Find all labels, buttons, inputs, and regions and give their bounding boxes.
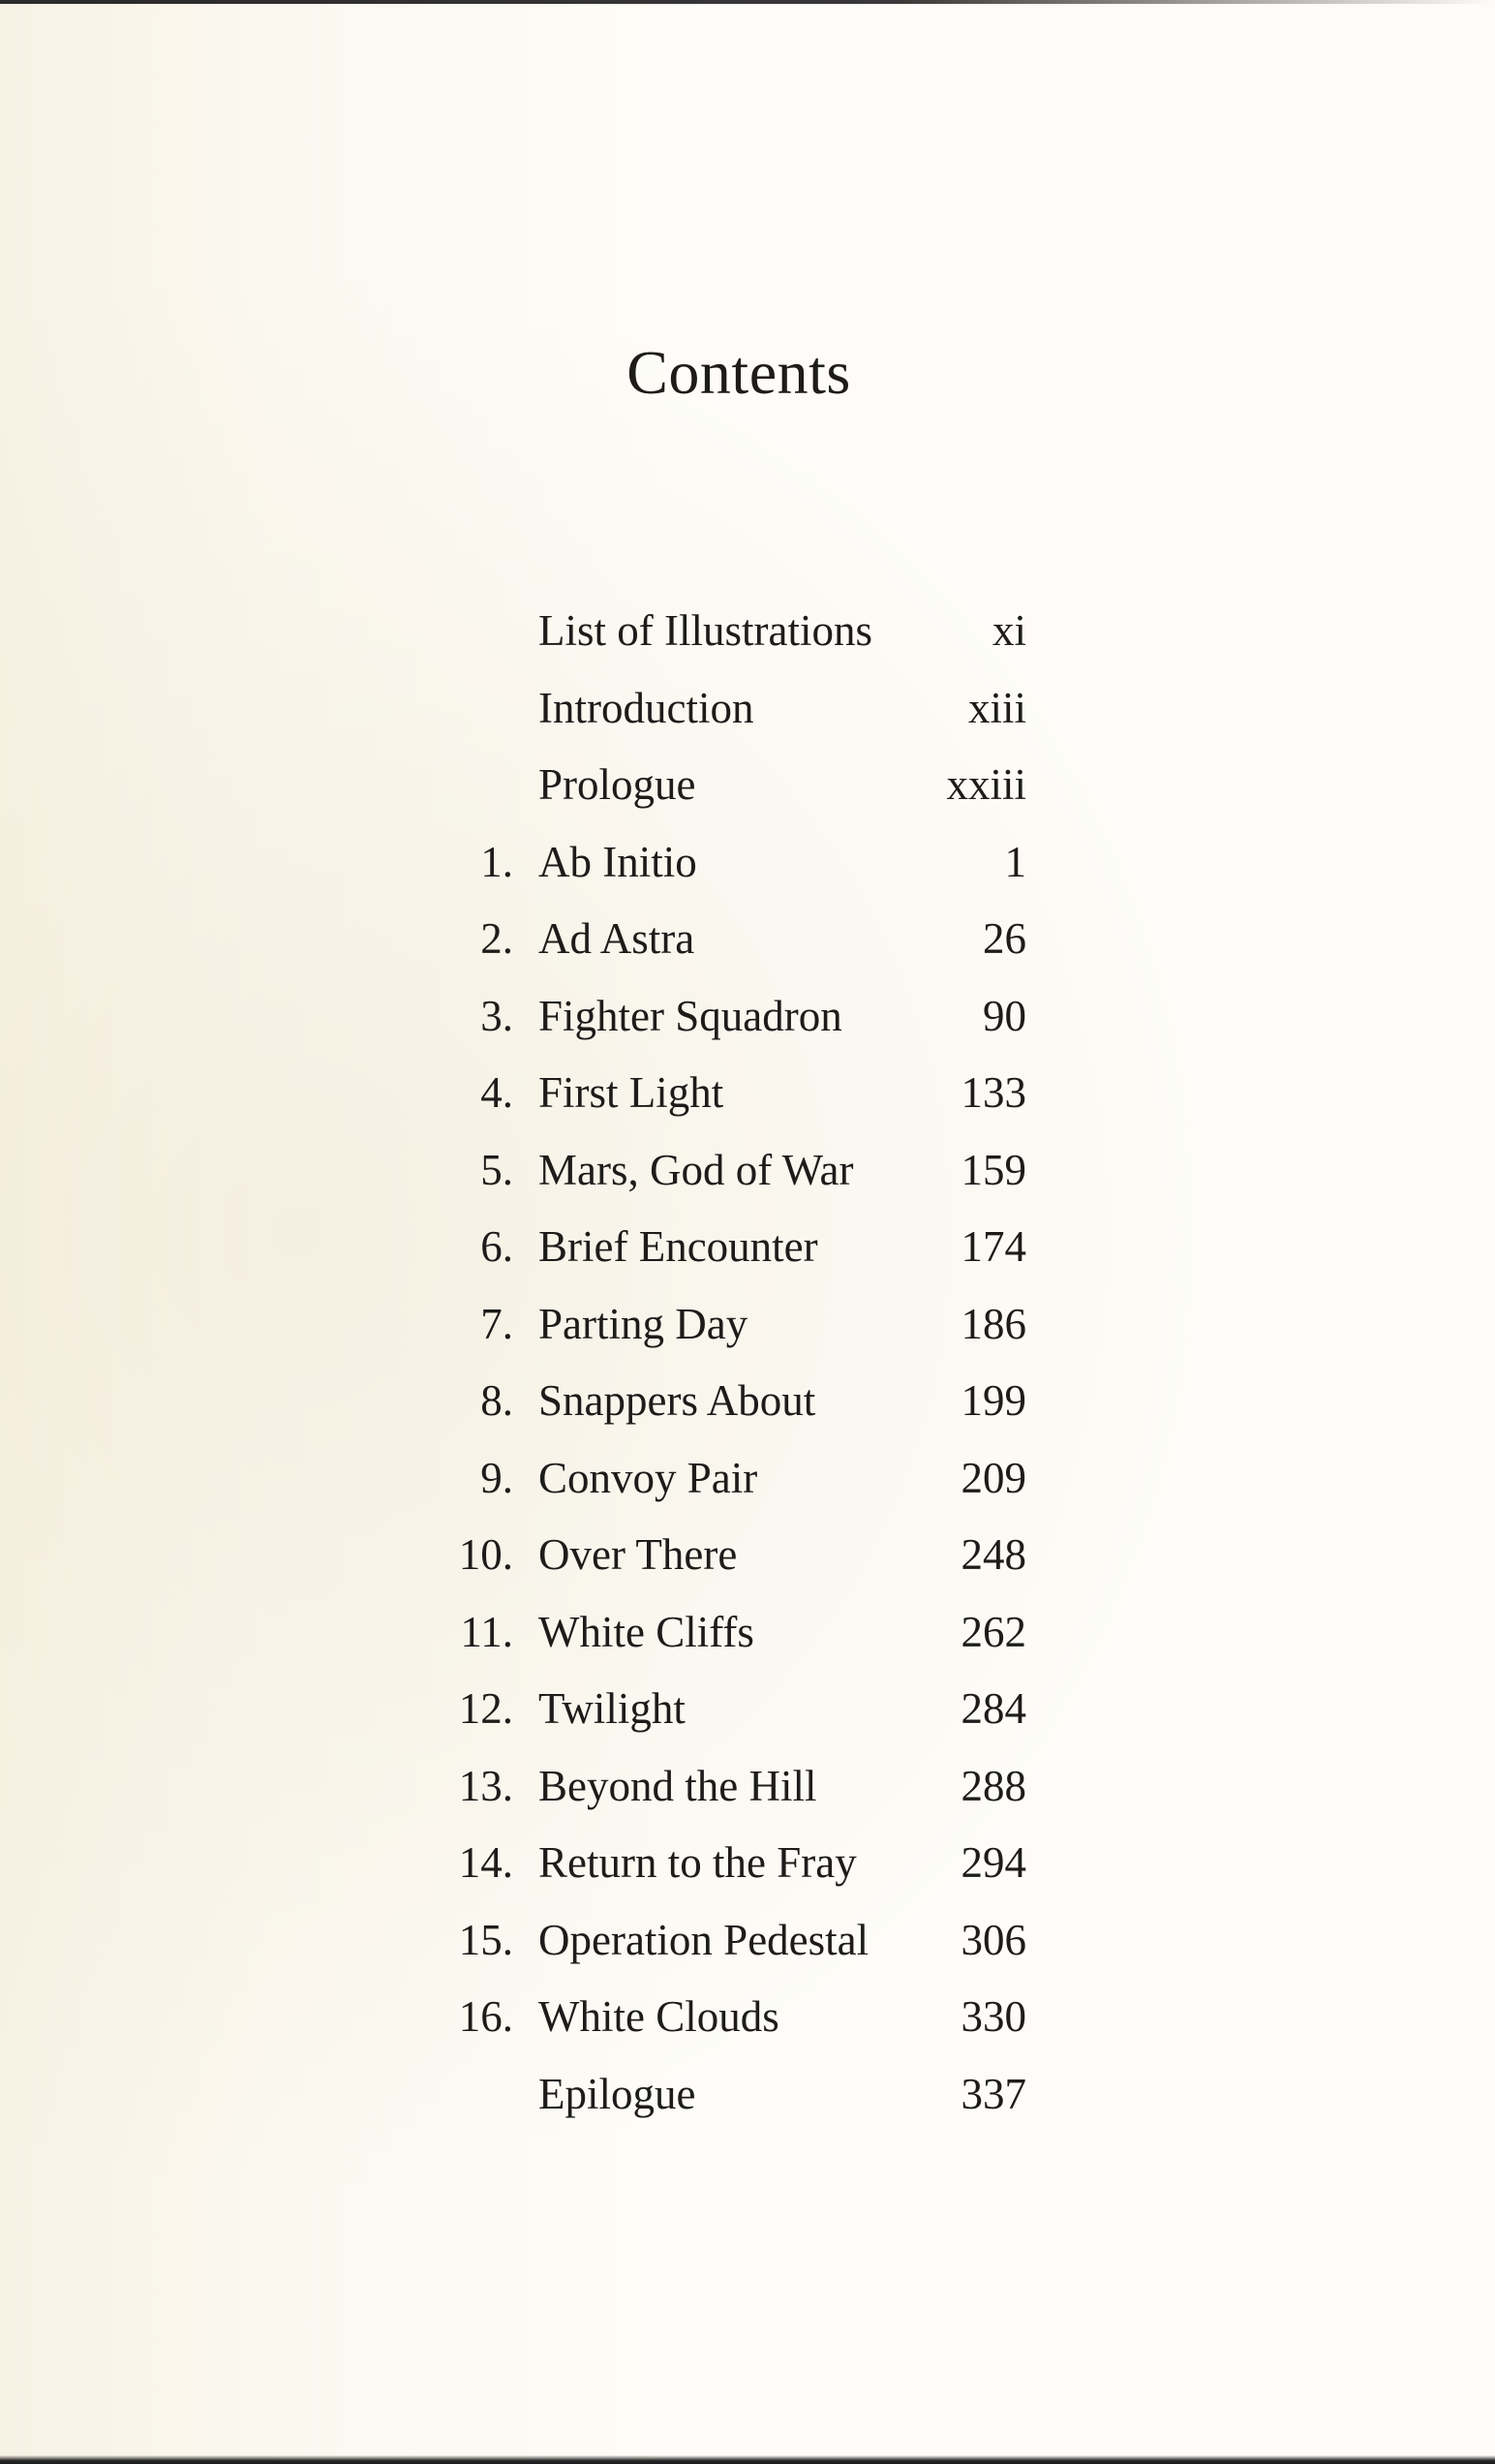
toc-entry-title: Epilogue <box>538 2069 696 2118</box>
toc-entry-number: 7. <box>480 1299 513 1348</box>
toc-entry <box>436 1132 1026 1210</box>
toc-entry-page-number: 294 <box>961 1838 1026 1887</box>
toc-entry <box>436 1748 1026 1826</box>
toc-entry-page-number: 337 <box>961 2069 1026 2118</box>
toc-entry-number: 11. <box>460 1607 513 1656</box>
toc-entry-page-number: xi <box>992 606 1026 655</box>
toc-entry <box>436 593 1026 670</box>
toc-entry-page-number: 284 <box>961 1684 1026 1733</box>
toc-entry <box>436 1286 1026 1364</box>
toc-entry-title: Parting Day <box>538 1299 748 1348</box>
toc-entry-page-number: 26 <box>983 914 1026 963</box>
toc-entry-number: 12. <box>458 1684 513 1733</box>
toc-entry <box>436 1517 1026 1594</box>
toc-entry-title: Mars, God of War <box>538 1145 854 1194</box>
toc-entry-number: 6. <box>480 1222 513 1271</box>
toc-entry <box>436 747 1026 824</box>
toc-entry-number: 8. <box>480 1376 513 1425</box>
toc-entry-title: First Light <box>538 1068 724 1117</box>
toc-entry-title: Ab Initio <box>538 837 697 886</box>
toc-entry-title: Fighter Squadron <box>538 991 842 1040</box>
toc-entry-title: Operation Pedestal <box>538 1915 870 1964</box>
toc-entry-page-number: xxiii <box>946 760 1026 809</box>
toc-entry-page-number: 248 <box>961 1530 1026 1579</box>
page-title: Contents <box>626 338 851 407</box>
toc-entry-number: 13. <box>458 1761 513 1810</box>
toc-entry <box>436 1209 1026 1286</box>
toc-entry-title: List of Illustrations <box>538 606 872 655</box>
toc-entry-title: Twilight <box>538 1684 686 1733</box>
toc-entry-page-number: 330 <box>961 1992 1026 2041</box>
toc-entry-page-number: 306 <box>961 1915 1026 1964</box>
toc-entry-number: 2. <box>480 914 513 963</box>
toc-entry-number: 10. <box>458 1530 513 1579</box>
toc-entry-title: Over There <box>538 1530 738 1579</box>
toc-entry-title: Snappers About <box>538 1376 816 1425</box>
toc-entry-number: 1. <box>480 837 513 886</box>
page-bottom-edge-shadow <box>0 2455 1495 2464</box>
toc-entry-title: Convoy Pair <box>538 1453 758 1502</box>
toc-entry-page-number: 199 <box>961 1376 1026 1425</box>
toc-entry-page-number: 209 <box>961 1453 1026 1502</box>
toc-entry-number: 16. <box>458 1992 513 2041</box>
toc-entry-title: Introduction <box>538 683 754 732</box>
toc-entry-page-number: 133 <box>961 1068 1026 1117</box>
toc-entry-page-number: 174 <box>961 1222 1026 1271</box>
toc-entry-page-number: 288 <box>961 1761 1026 1810</box>
toc-entry-number: 4. <box>480 1068 513 1117</box>
toc-entry <box>436 1825 1026 1902</box>
toc-entry <box>436 901 1026 978</box>
toc-entry-title: Prologue <box>538 760 696 809</box>
toc-entry <box>436 1671 1026 1748</box>
toc-entry-title: White Cliffs <box>538 1607 754 1656</box>
toc-entry <box>436 1055 1026 1132</box>
page-top-edge-shadow <box>0 0 1495 4</box>
toc-entry <box>436 2056 1026 2134</box>
toc-entry <box>436 1594 1026 1672</box>
toc-entry-page-number: 262 <box>961 1607 1026 1656</box>
toc-entry-number: 5. <box>480 1145 513 1194</box>
toc-entry-number: 14. <box>458 1838 513 1887</box>
toc-entry <box>436 670 1026 748</box>
toc-entry <box>436 1440 1026 1518</box>
toc-entry-page-number: xiii <box>967 683 1026 732</box>
toc-entry-title: White Clouds <box>538 1992 779 2041</box>
toc-entry-title: Ad Astra <box>538 914 695 963</box>
toc-entry-number: 15. <box>458 1915 513 1964</box>
toc-entry-page-number: 159 <box>961 1145 1026 1194</box>
toc-entry-title: Beyond the Hill <box>538 1761 817 1810</box>
toc-entry <box>436 1363 1026 1440</box>
toc-entry-page-number: 186 <box>961 1299 1026 1348</box>
toc-entry-title: Return to the Fray <box>538 1838 857 1887</box>
toc-entry <box>436 824 1026 902</box>
toc-entry <box>436 1902 1026 1980</box>
toc-entry-number: 3. <box>480 991 513 1040</box>
toc-entry-page-number: 90 <box>983 991 1026 1040</box>
table-of-contents <box>436 593 1026 2133</box>
toc-entry <box>436 1979 1026 2056</box>
toc-entry-page-number: 1 <box>1004 837 1026 886</box>
toc-entry <box>436 978 1026 1056</box>
toc-entry-number: 9. <box>480 1453 513 1502</box>
toc-entry-title: Brief Encounter <box>538 1222 818 1271</box>
